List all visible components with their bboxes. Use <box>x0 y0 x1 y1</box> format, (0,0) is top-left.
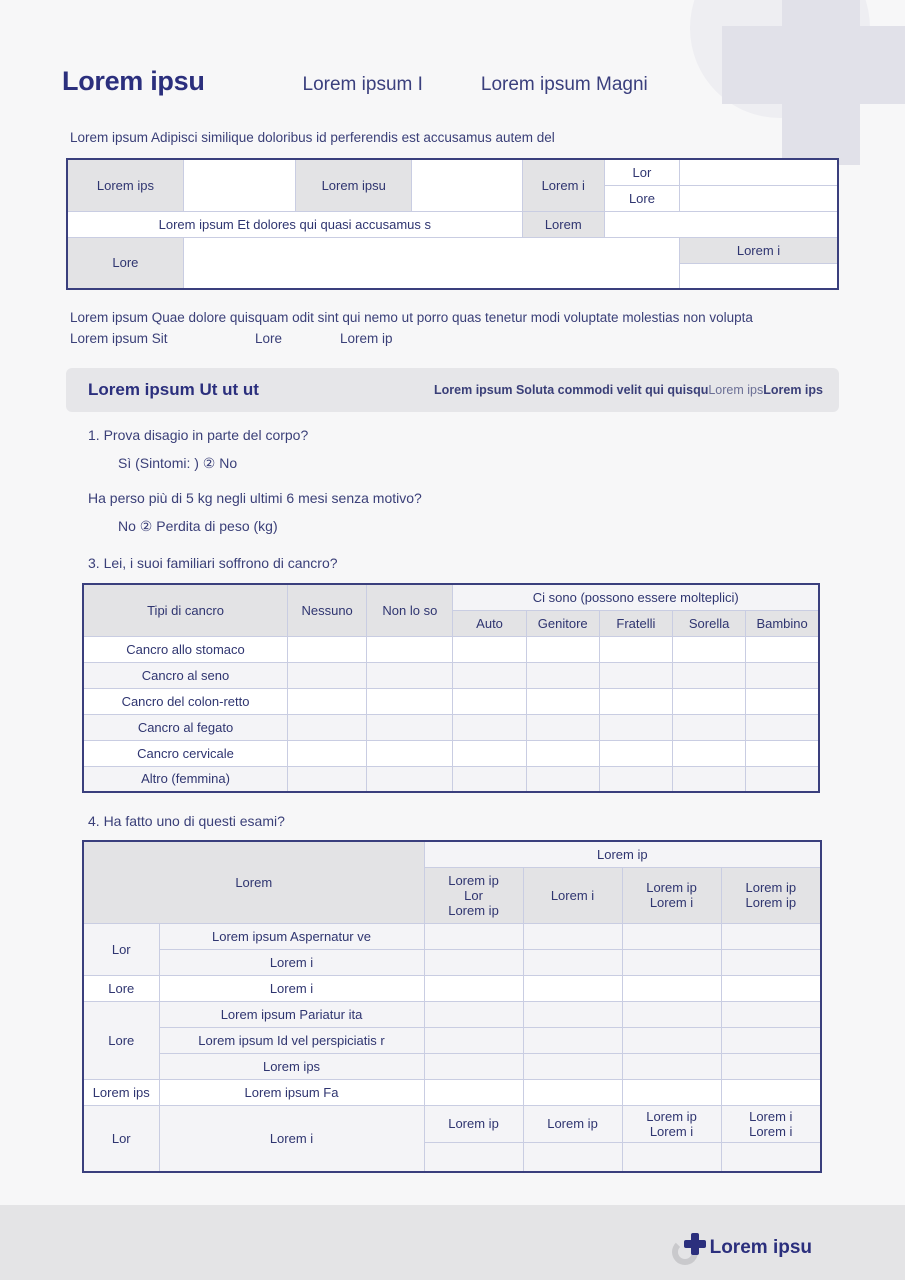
cancer-cell[interactable] <box>599 740 672 766</box>
cancer-cell[interactable] <box>599 766 672 792</box>
cancer-cell[interactable] <box>526 636 599 662</box>
exams-cell[interactable] <box>424 949 523 975</box>
t1-cell-r2c2[interactable]: Lorem <box>522 211 604 237</box>
exams-cell[interactable] <box>523 923 622 949</box>
exams-cell[interactable] <box>424 1142 523 1172</box>
cancer-col-none-header: Nessuno <box>288 584 367 636</box>
exams-cell[interactable] <box>721 1079 821 1105</box>
cancer-cell[interactable] <box>673 766 746 792</box>
exams-row-label-0: Lorem ipsum Aspernatur ve <box>159 923 424 949</box>
cancer-row-label-5: Altro (femmina) <box>83 766 288 792</box>
cancer-cell[interactable] <box>673 714 746 740</box>
footer-logo <box>672 1231 812 1265</box>
cancer-cell[interactable] <box>288 766 367 792</box>
exams-summary-cell-3[interactable] <box>721 1105 821 1142</box>
exams-row-label-3: Lorem ipsum Pariatur ita <box>159 1001 424 1027</box>
cancer-cell[interactable] <box>673 636 746 662</box>
t1-cell-r1c7b[interactable] <box>680 185 838 211</box>
exams-sub-header-3-line-1: Lorem ip <box>745 880 797 895</box>
exams-cell[interactable] <box>424 923 523 949</box>
table-header-row <box>83 584 819 610</box>
section-note-regular: Lorem ips <box>708 383 764 397</box>
section-note-bold-2: Lorem ips <box>763 383 823 397</box>
cancer-cell[interactable] <box>453 740 526 766</box>
cancer-cell[interactable] <box>599 636 672 662</box>
exams-row-label-6: Lorem ipsum Fa <box>159 1079 424 1105</box>
exams-cell[interactable] <box>523 949 622 975</box>
cancer-history-table <box>82 583 820 793</box>
exams-cell[interactable] <box>721 949 821 975</box>
exams-group-label-0: Lor <box>83 923 159 975</box>
cancer-row-label-0: Cancro allo stomaco <box>83 636 288 662</box>
cancer-cell[interactable] <box>673 688 746 714</box>
table-row <box>83 1001 821 1027</box>
exams-group-label-1: Lore <box>83 975 159 1001</box>
exams-row-label-2: Lorem i <box>159 975 424 1001</box>
cancer-cell[interactable] <box>673 740 746 766</box>
medical-cross-logo-icon <box>672 1231 706 1265</box>
cancer-relation-header-4: Bambino <box>746 610 819 636</box>
document-footer <box>0 1205 905 1280</box>
cancer-cell[interactable] <box>453 688 526 714</box>
table-row <box>83 714 819 740</box>
cancer-cell[interactable] <box>526 740 599 766</box>
cancer-cell[interactable] <box>599 714 672 740</box>
cancer-cell[interactable] <box>367 688 453 714</box>
cancer-cell[interactable] <box>453 714 526 740</box>
paragraph-line-1: Lorem ipsum Quae dolore quisquam odit sint qui nemo ut porro quas tenetur modi voluptate molestias non volupta <box>70 310 753 325</box>
cancer-cell[interactable] <box>746 766 819 792</box>
exams-sub-header-1: Lorem i <box>523 867 622 923</box>
question-2-answer-options[interactable]: No ② Perdita di peso (kg) <box>118 518 278 534</box>
exams-cell[interactable] <box>523 1027 622 1053</box>
t1-cell-r1c1[interactable]: Lorem ips <box>67 159 183 211</box>
exams-cell[interactable] <box>424 1027 523 1053</box>
exams-cell[interactable] <box>523 1001 622 1027</box>
cancer-cell[interactable] <box>746 688 819 714</box>
cancer-cell[interactable] <box>367 662 453 688</box>
patient-info-table-wrapper <box>66 158 839 290</box>
exams-group-label-2: Lore <box>83 1001 159 1079</box>
exams-sub-header-3 <box>721 867 821 923</box>
exams-sub-header-0 <box>424 867 523 923</box>
cancer-cell[interactable] <box>746 714 819 740</box>
table-row <box>83 949 821 975</box>
cross-vertical-icon <box>691 1233 699 1255</box>
exams-summary-cell-3-line-1: Lorem i <box>749 1108 793 1124</box>
exams-cell[interactable] <box>721 1142 821 1172</box>
cancer-cell[interactable] <box>367 714 453 740</box>
table-row <box>67 159 838 185</box>
exams-cell[interactable] <box>424 1079 523 1105</box>
question-1-text: 1. Prova disagio in parte del corpo? <box>88 427 309 443</box>
cancer-cell[interactable] <box>453 766 526 792</box>
exams-cell[interactable] <box>622 1001 721 1027</box>
t1-cell-r1c6b[interactable]: Lore <box>604 185 679 211</box>
cancer-cell[interactable] <box>746 636 819 662</box>
exams-group-label-4: Lor <box>83 1105 159 1172</box>
cancer-cell[interactable] <box>526 662 599 688</box>
exams-cell[interactable] <box>622 923 721 949</box>
exams-row-label-1: Lorem i <box>159 949 424 975</box>
exams-summary-cell-2-line-2: Lorem i <box>649 1123 694 1139</box>
table-row <box>83 688 819 714</box>
exams-cell[interactable] <box>523 975 622 1001</box>
t1-cell-r3c1[interactable]: Lore <box>67 237 183 289</box>
question-4-text: 4. Ha fatto uno di questi esami? <box>88 813 285 829</box>
exams-sub-header-0-line-1: Lorem ip <box>448 872 499 888</box>
exams-cell[interactable] <box>622 975 721 1001</box>
table-row <box>83 975 821 1001</box>
cancer-relation-header-1: Genitore <box>526 610 599 636</box>
table-row <box>83 923 821 949</box>
table-row <box>83 636 819 662</box>
exams-cell[interactable] <box>721 1001 821 1027</box>
header-title-2: Lorem ipsum Magni <box>480 74 648 95</box>
cancer-col-type-header: Tipi di cancro <box>83 584 288 636</box>
exams-cell[interactable] <box>523 1053 622 1079</box>
question-3-text: 3. Lei, i suoi familiari soffrono di cancro? <box>88 555 338 571</box>
question-2-text: Ha perso più di 5 kg negli ultimi 6 mesi senza motivo? <box>88 490 422 506</box>
exams-row-label-7: Lorem i <box>159 1105 424 1172</box>
exams-summary-cell-2[interactable] <box>622 1105 721 1142</box>
exams-cell[interactable] <box>424 1001 523 1027</box>
exams-left-header: Lorem <box>83 841 424 923</box>
cancer-relation-header-0: Auto <box>453 610 526 636</box>
t1-cell-r2c1[interactable]: Lorem ipsum Et dolores qui quasi accusamus s <box>67 211 522 237</box>
t1-cell-r1c5[interactable]: Lorem i <box>522 159 604 211</box>
question-1-block <box>88 427 308 472</box>
cancer-group-header: Ci sono (possono essere molteplici) <box>453 584 819 610</box>
exams-cell[interactable] <box>622 949 721 975</box>
cancer-cell[interactable] <box>453 662 526 688</box>
cancer-cell[interactable] <box>367 740 453 766</box>
table-row <box>83 1079 821 1105</box>
table-row <box>83 766 819 792</box>
t1-cell-r2c3[interactable] <box>604 211 838 237</box>
exams-cell[interactable] <box>424 975 523 1001</box>
footer-logo-text: Lorem ipsu <box>709 1237 812 1258</box>
cancer-history-table-wrapper <box>82 583 820 793</box>
patient-info-table <box>66 158 839 290</box>
document-header <box>62 66 842 112</box>
cancer-row-label-2: Cancro del colon-retto <box>83 688 288 714</box>
cancer-cell[interactable] <box>526 714 599 740</box>
exams-sub-header-2 <box>622 867 721 923</box>
exams-cell[interactable] <box>523 1142 622 1172</box>
paragraph-line-2 <box>70 329 860 350</box>
cancer-cell[interactable] <box>288 636 367 662</box>
header-title-1: Lorem ipsum I <box>302 74 423 95</box>
brand-title: Lorem ipsu <box>62 66 205 96</box>
exams-cell[interactable] <box>622 1142 721 1172</box>
cancer-cell[interactable] <box>746 740 819 766</box>
exams-cell[interactable] <box>721 1027 821 1053</box>
cancer-relation-header-3: Sorella <box>673 610 746 636</box>
question-2-block <box>88 490 422 535</box>
cancer-cell[interactable] <box>367 766 453 792</box>
t1-cell-r1c4[interactable] <box>412 159 522 211</box>
header-subline: Lorem ipsum Adipisci similique doloribus id perferendis est accusamus autem del <box>70 130 555 145</box>
exams-cell[interactable] <box>622 1053 721 1079</box>
section-band <box>66 368 839 412</box>
exams-group-header: Lorem ip <box>424 841 821 867</box>
cancer-cell[interactable] <box>453 636 526 662</box>
cancer-cell[interactable] <box>367 636 453 662</box>
exams-sub-header-2-line-1: Lorem ip <box>646 880 697 895</box>
cancer-cell[interactable] <box>599 688 672 714</box>
exams-summary-cell-1[interactable]: Lorem ip <box>523 1105 622 1142</box>
t1-cell-r1c6a[interactable]: Lor <box>604 159 679 185</box>
exams-sub-header-2-line-2: Lorem i <box>649 895 694 910</box>
cancer-cell[interactable] <box>288 662 367 688</box>
section-note <box>434 383 823 397</box>
cancer-cell[interactable] <box>526 688 599 714</box>
table-row <box>83 1105 821 1142</box>
t1-cell-r1c2[interactable] <box>183 159 295 211</box>
t1-cell-r3c3a[interactable]: Lorem i <box>680 237 838 263</box>
section-title: Lorem ipsum Ut ut ut <box>88 380 259 399</box>
exams-table <box>82 840 822 1173</box>
exams-summary-cell-0[interactable]: Lorem ip <box>424 1105 523 1142</box>
table-row <box>83 662 819 688</box>
exams-cell[interactable] <box>523 1079 622 1105</box>
cancer-col-unknown-header: Non lo so <box>367 584 453 636</box>
t1-cell-r1c7a[interactable] <box>680 159 838 185</box>
t1-cell-r3c2[interactable] <box>183 237 679 289</box>
cancer-cell[interactable] <box>746 662 819 688</box>
exams-cell[interactable] <box>424 1053 523 1079</box>
table-header-row <box>83 841 821 867</box>
cancer-cell[interactable] <box>526 766 599 792</box>
exams-summary-cell-3-line-2: Lorem i <box>749 1123 793 1139</box>
table-row <box>67 211 838 237</box>
table-row <box>83 1027 821 1053</box>
exams-cell[interactable] <box>622 1027 721 1053</box>
paragraph-line-2-a: Lorem ipsum Sit <box>70 330 168 346</box>
exams-row-label-5: Lorem ips <box>159 1053 424 1079</box>
cancer-cell[interactable] <box>673 662 746 688</box>
question-1-answer-options[interactable]: Sì (Sintomi: ) ② No <box>118 455 238 471</box>
intro-paragraph <box>70 308 860 350</box>
exams-row-label-4: Lorem ipsum Id vel perspiciatis r <box>159 1027 424 1053</box>
cancer-row-label-4: Cancro cervicale <box>83 740 288 766</box>
cancer-relation-header-2: Fratelli <box>599 610 672 636</box>
paragraph-line-2-c: Lorem ip <box>340 330 393 346</box>
cancer-cell[interactable] <box>288 688 367 714</box>
exams-cell[interactable] <box>721 923 821 949</box>
exams-sub-header-0-line-3: Lorem ip <box>448 902 499 918</box>
exams-cell[interactable] <box>721 975 821 1001</box>
exams-cell[interactable] <box>721 1053 821 1079</box>
cancer-cell[interactable] <box>288 714 367 740</box>
exams-group-label-3: Lorem ips <box>83 1079 159 1105</box>
t1-cell-r1c3[interactable]: Lorem ipsu <box>296 159 412 211</box>
paragraph-line-2-b: Lore <box>255 330 283 346</box>
exams-summary-cell-2-line-1: Lorem ip <box>646 1108 697 1124</box>
exams-cell[interactable] <box>622 1079 721 1105</box>
table-row <box>83 740 819 766</box>
exams-sub-header-0-line-2: Lor <box>464 887 483 903</box>
cancer-cell[interactable] <box>288 740 367 766</box>
cancer-row-label-1: Cancro al seno <box>83 662 288 688</box>
exams-sub-header-3-line-2: Lorem ip <box>745 895 797 910</box>
table-row <box>67 237 838 263</box>
t1-cell-r3c3b[interactable] <box>680 263 838 289</box>
table-row <box>83 1053 821 1079</box>
cancer-row-label-3: Cancro al fegato <box>83 714 288 740</box>
section-note-bold-1: Lorem ipsum Soluta commodi velit qui quisqu <box>434 383 709 397</box>
cancer-cell[interactable] <box>599 662 672 688</box>
exams-table-wrapper <box>82 840 820 1173</box>
